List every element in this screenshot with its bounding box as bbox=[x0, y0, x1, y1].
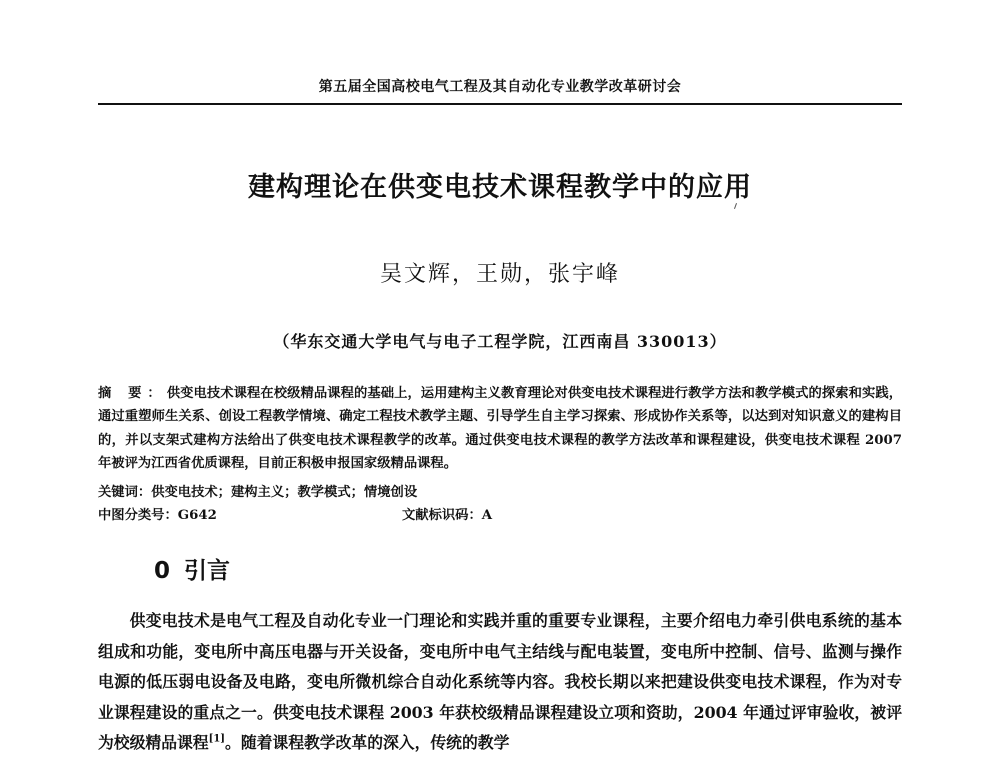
section-title: 引言 bbox=[184, 558, 231, 584]
body-paragraph-main: 供变电技术是电气工程及自动化专业一门理论和实践并重的重要专业课程，主要介绍电力牵引供电系统的基本组成和功能，变电所中高压电器与开关设备，变电所中电气主结线与配电装置，变电所中控制、信号、监测与操作电源的低压弱电设备及电路，变电所微机综合自动化系统等内容。我校长期以来把建设供变电技术课程，作为对专业课程建设的重点之一。供变电技术课程 2003 年获校级精品课程建设立项和资助，2004 年通过评审验收，被评为校级精品课程 bbox=[98, 611, 902, 753]
document-code-label: 文献标识码： bbox=[402, 508, 482, 523]
keywords-text: 供变电技术；建构主义；教学模式；情境创设 bbox=[151, 485, 418, 500]
abstract-text: 供变电技术课程在校级精品课程的基础上，运用建构主义教育理论对供变电技术课程进行教学方法和教学模式的探索和实践，通过重塑师生关系、创设工程教学情境、确定工程技术教学主题、引导学生自主学习探索、形成协作关系等，以达到对知识意义的建构目的，并以支架式建构方法给出了供变电技术课程教学的改革。通过供变电技术课程的教学方法改革和课程建设，供变电技术课程 2007 年被评为江西省优质课程，目前正积极申报国家级精品课程。 bbox=[98, 386, 902, 471]
classification-label: 中图分类号： bbox=[98, 508, 178, 523]
paper-affiliation: （华东交通大学电气与电子工程学院，江西南昌 330013） bbox=[273, 332, 727, 351]
keywords bbox=[98, 482, 902, 504]
section-number: 0 bbox=[154, 558, 171, 584]
conference-header: 第五届全国高校电气工程及其自动化专业教学改革研讨会 bbox=[318, 79, 682, 95]
body-paragraph-tail: 。随着课程教学改革的深入，传统的教学 bbox=[225, 733, 510, 753]
citation-ref[interactable]: [1] bbox=[208, 734, 226, 746]
classification-number bbox=[98, 505, 217, 527]
section-heading bbox=[154, 552, 230, 585]
paper-authors: 吴文辉，王勋，张宇峰 bbox=[379, 262, 620, 287]
body-paragraph bbox=[98, 606, 902, 759]
header-rule bbox=[98, 103, 902, 105]
document-code bbox=[402, 505, 492, 527]
keywords-label: 关键词： bbox=[98, 485, 152, 500]
abstract bbox=[98, 382, 902, 475]
document-code-value: A bbox=[481, 508, 493, 523]
scan-speck bbox=[734, 203, 737, 209]
paper-title: 建构理论在供变电技术课程教学中的应用 bbox=[248, 172, 752, 203]
abstract-label: 摘 要： bbox=[98, 386, 167, 401]
classification-value: G642 bbox=[177, 508, 217, 523]
